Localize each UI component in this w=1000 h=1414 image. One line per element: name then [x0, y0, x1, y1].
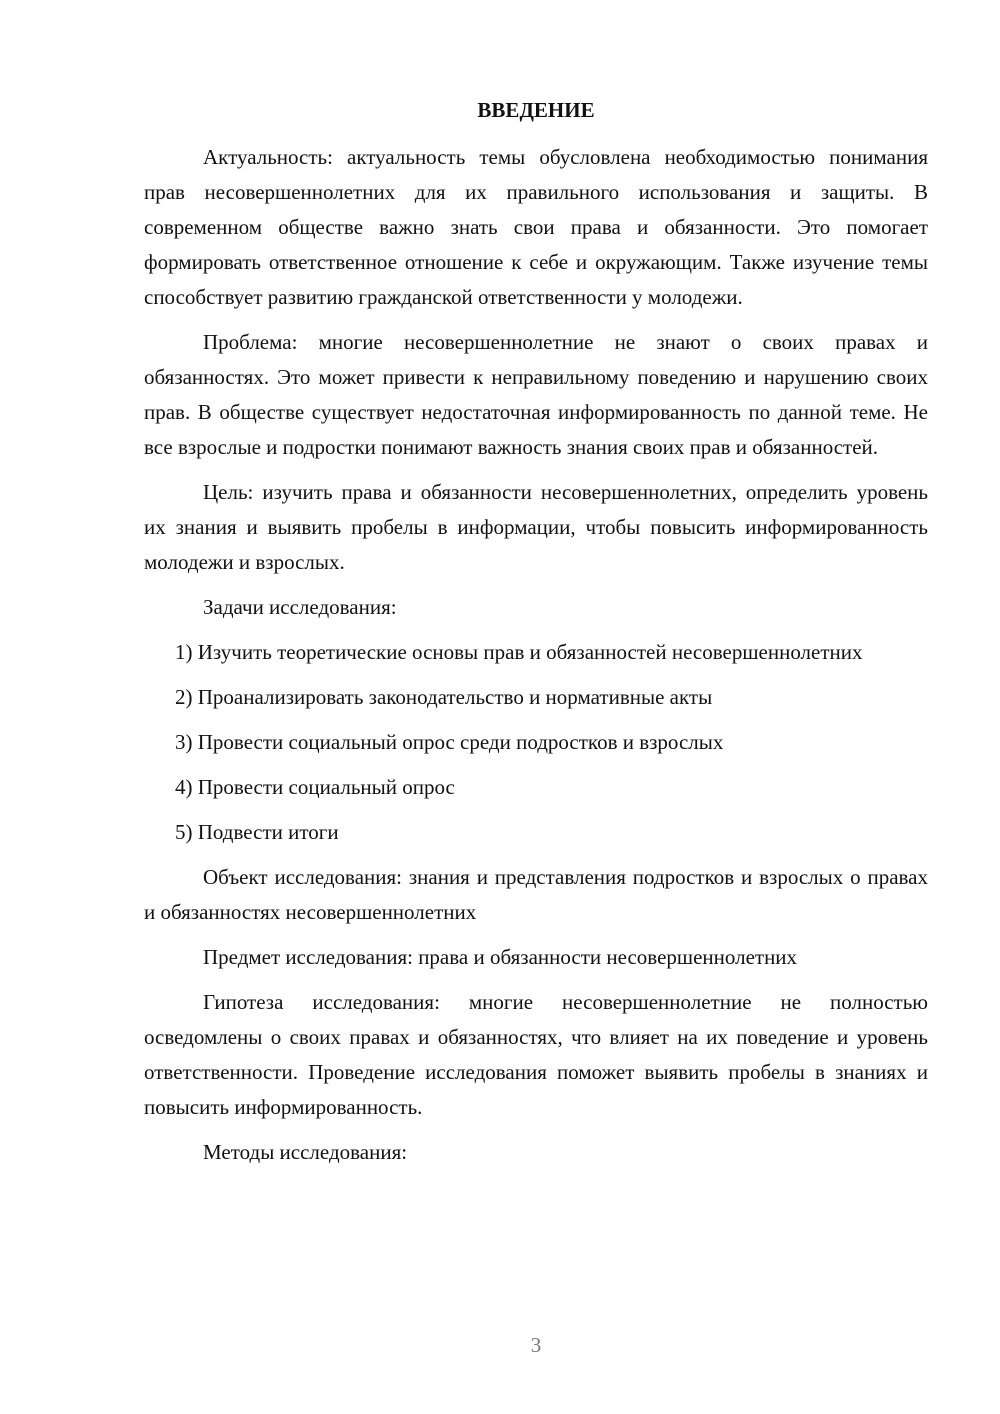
- paragraph-hypothesis: Гипотеза исследования: многие несовершеннолетние не полностью осведомлены о своих правах и обязанностях, что влияет на их поведение и уровень ответственности. Проведение исследования поможет выявить пробелы в знаниях и повысить информированность.: [144, 990, 928, 1119]
- page-number: 3: [530, 1333, 542, 1357]
- paragraph-relevance: Актуальность: актуальность темы обусловлена необходимостью понимания прав несовершеннолетних для их правильного использования и защиты. В современном обществе важно знать свои права и обязанности. Это помогает формировать ответственное отношение к себе и окружающим. Также изучение темы способствует развитию гражданской ответственности у молодежи.: [144, 145, 928, 309]
- task-item-4: 4) Провести социальный опрос: [175, 775, 455, 799]
- task-item-3: 3) Провести социальный опрос среди подростков и взрослых: [175, 730, 724, 754]
- page-content: [144, 93, 928, 1180]
- paragraph-problem: Проблема: многие несовершеннолетние не знают о своих правах и обязанностях. Это может привести к неправильному поведению и нарушению своих прав. В обществе существует недостаточная информированность по данной теме. Не все взрослые и подростки понимают важность знания своих прав и обязанностей.: [144, 330, 928, 459]
- paragraph-tasks-heading: Задачи исследования:: [203, 595, 397, 619]
- task-item-5: 5) Подвести итоги: [175, 820, 339, 844]
- section-title: ВВЕДЕНИЕ: [477, 98, 595, 122]
- paragraph-object: Объект исследования: знания и представления подростков и взрослых о правах и обязанностях несовершеннолетних: [144, 865, 928, 924]
- paragraph-methods: Методы исследования:: [203, 1140, 408, 1164]
- task-item-2: 2) Проанализировать законодательство и нормативные акты: [175, 685, 713, 709]
- paragraph-goal: Цель: изучить права и обязанности несовершеннолетних, определить уровень их знания и выявить пробелы в информации, чтобы повысить информированность молодежи и взрослых.: [144, 480, 928, 574]
- task-item-1: 1) Изучить теоретические основы прав и обязанностей несовершеннолетних: [175, 640, 863, 664]
- paragraph-subject: Предмет исследования: права и обязанности несовершеннолетних: [203, 945, 798, 969]
